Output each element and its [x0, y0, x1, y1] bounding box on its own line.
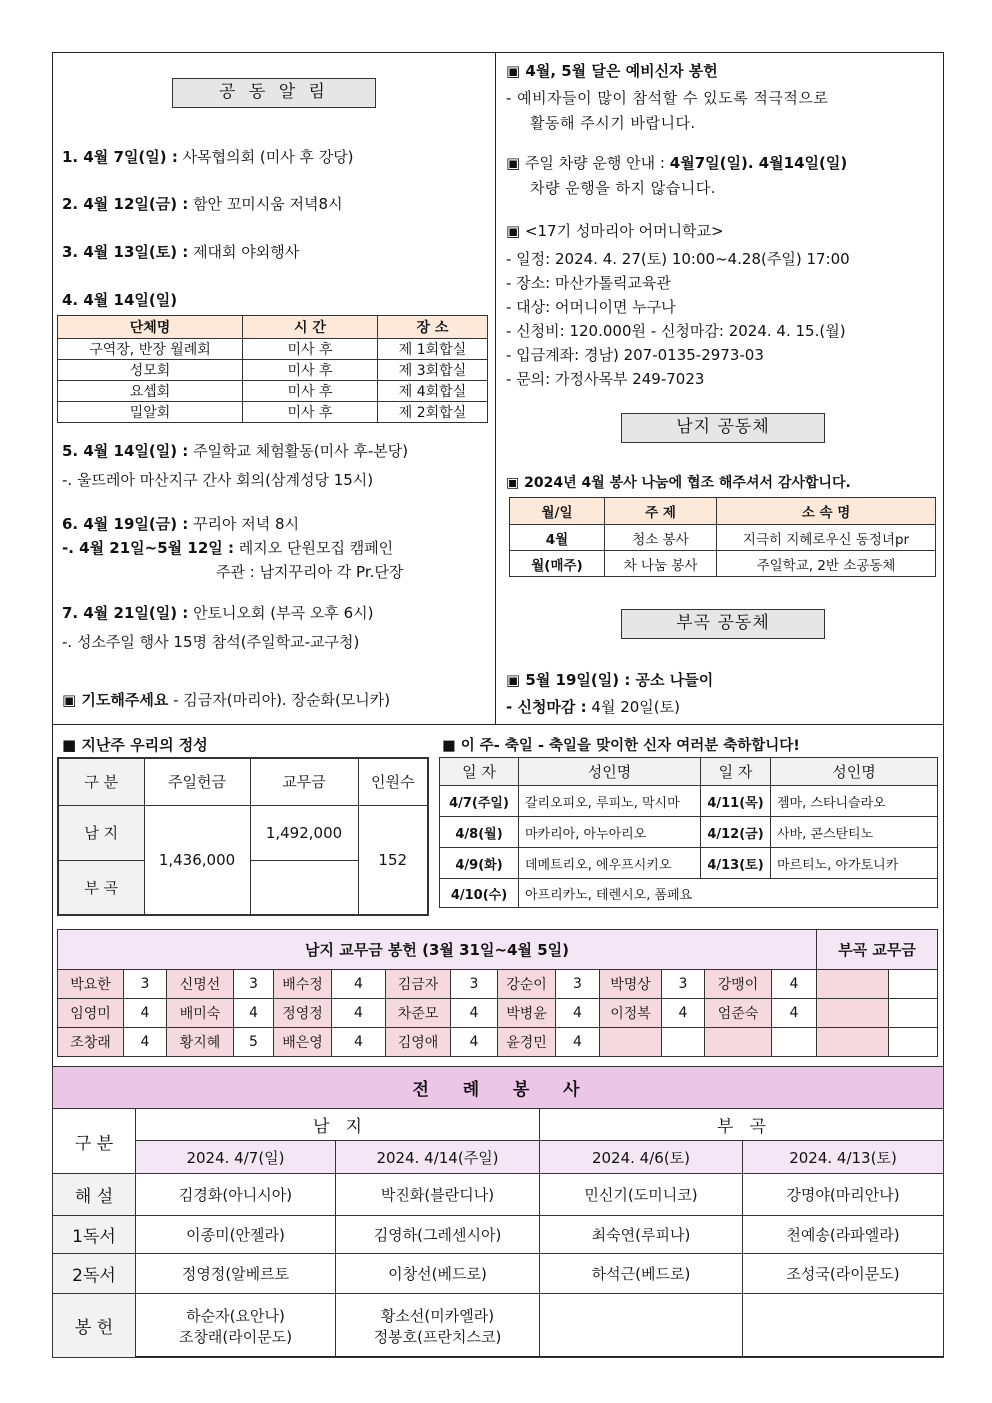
- liturgy-person: 하석근(베드로): [540, 1254, 743, 1294]
- table-cell: 미사 후: [243, 381, 378, 402]
- liturgy-person: 최숙연(루피나): [540, 1216, 743, 1254]
- feast-saints: 데메트리오, 에우프시키오: [519, 848, 701, 879]
- donor-name: 박명상: [600, 970, 662, 999]
- donor-name: 김금자: [386, 970, 451, 999]
- donor-count: 3: [234, 970, 274, 999]
- table-cell: 밀알회: [58, 402, 243, 423]
- feast-saints: 사바, 콘스탄티노: [771, 817, 938, 848]
- item-text: 함안 꼬미시움 저녁8시: [188, 195, 343, 213]
- donor-name: 박병윤: [498, 999, 556, 1028]
- donor-name: [600, 1028, 662, 1057]
- notice-item-3: [62, 241, 299, 262]
- mother-school-line: - 문의: 가정사목부 249-7023: [506, 370, 705, 388]
- mother-school-line: - 입금계좌: 경남) 207-0135-2973-03: [506, 346, 764, 364]
- col-header: 성인명: [519, 758, 701, 786]
- item-date: 4. 4월 14일(일): [62, 291, 178, 309]
- liturgy-person: 천예송(라파엘라): [743, 1216, 944, 1254]
- notice-item-2: [62, 193, 343, 214]
- donor-count: [772, 1028, 817, 1057]
- col-header: 월/일: [510, 498, 605, 525]
- donor-name: 강순이: [498, 970, 556, 999]
- donor-count: 4: [124, 999, 167, 1028]
- donor-name: 조창래: [58, 1028, 124, 1057]
- table-cell: 4월: [510, 525, 605, 551]
- liturgy-person: 김경화(아니시아): [136, 1174, 336, 1216]
- bugok-donor-count: [889, 1028, 938, 1057]
- donor-name: 임영미: [58, 999, 124, 1028]
- item-text: 주일학교 체험활동(미사 후-본당): [188, 442, 409, 460]
- donor-name: 배미숙: [167, 999, 234, 1028]
- liturgy-person: 이창선(베드로): [336, 1254, 540, 1294]
- catechumen-notice-line1: - 예비자들이 많이 참석할 수 있도록 적극적으로: [506, 89, 829, 107]
- feast-date: 4/12(금): [701, 817, 771, 848]
- donor-count: 4: [772, 999, 817, 1028]
- namji-community-title: 남지 공동체: [621, 413, 825, 443]
- donor-name: 엄준숙: [705, 999, 772, 1028]
- donor-count: 4: [556, 999, 600, 1028]
- notice-item-5-sub: -. 울뜨레아 마산지구 간사 회의(삼계성당 15시): [62, 471, 374, 489]
- donor-name: 배은영: [274, 1028, 332, 1057]
- feast-date: 4/13(토): [701, 848, 771, 879]
- liturgy-namji: 남 지: [136, 1109, 540, 1141]
- col-header: 성인명: [771, 758, 938, 786]
- donor-name: 차준모: [386, 999, 451, 1028]
- person-line: 정봉호(프란치스코): [373, 1327, 502, 1346]
- item-date: 1. 4월 7일(일) :: [62, 148, 178, 166]
- donor-name: 황지혜: [167, 1028, 234, 1057]
- liturgy-date: 2024. 4/13(토): [743, 1141, 944, 1174]
- donor-name: 박요한: [58, 970, 124, 999]
- feast-saints: 마카리아, 아누아리오: [519, 817, 701, 848]
- namji-thanks: ▣ 2024년 4월 봉사 나눔에 협조 해주셔서 감사합니다.: [506, 475, 851, 491]
- table-cell: 차 나눔 봉사: [605, 551, 717, 577]
- col-header: 일 자: [701, 758, 771, 786]
- bugok-donor-count: [889, 999, 938, 1028]
- notice-item-6: [62, 513, 299, 534]
- donor-count: 4: [332, 1028, 386, 1057]
- table-cell: 성모회: [58, 360, 243, 381]
- donor-count: 3: [451, 970, 498, 999]
- donor-count: 3: [556, 970, 600, 999]
- feast-date: 4/9(화): [440, 848, 519, 879]
- row-label-namji: 남 지: [58, 805, 144, 860]
- gyomu-bugok: [250, 860, 358, 915]
- liturgy-person: [136, 1294, 336, 1358]
- catechumen-notice-line2: 활동해 주시기 바랍니다.: [530, 114, 696, 132]
- deadline-head: - 신청마감 :: [506, 698, 587, 716]
- item-text: 레지오 단원모집 캠페인: [233, 539, 394, 557]
- feast-table: [439, 757, 938, 908]
- donor-count: 4: [332, 999, 386, 1028]
- feast-saints: 아프리카노, 테렌시오, 폼페요: [519, 879, 938, 908]
- donor-name: 김영애: [386, 1028, 451, 1057]
- donor-count: [662, 1028, 705, 1057]
- mother-school-title: ▣ <17기 성마리아 어머니학교>: [506, 222, 724, 240]
- donor-name: [705, 1028, 772, 1057]
- bugok-deadline: [506, 696, 680, 717]
- mother-school-line: - 장소: 마산가톨릭교육관: [506, 274, 671, 292]
- offering-table: [57, 757, 429, 916]
- table-cell: 요셉회: [58, 381, 243, 402]
- liturgy-date: 2024. 4/7(일): [136, 1141, 336, 1174]
- group-meeting-table: [57, 315, 488, 423]
- item-text: 안토니오회 (부곡 오후 6시): [188, 604, 374, 622]
- col-header: 단체명: [58, 316, 243, 339]
- feast-date: 4/11(목): [701, 786, 771, 817]
- col-header: 일 자: [440, 758, 519, 786]
- table-cell: 제 3회합실: [378, 360, 488, 381]
- item-text: 제대회 야외행사: [188, 243, 300, 261]
- liturgy-person: [743, 1294, 944, 1358]
- donor-count: 4: [234, 999, 274, 1028]
- donor-count: 4: [451, 1028, 498, 1057]
- liturgy-date: 2024. 4/6(토): [540, 1141, 743, 1174]
- table-cell: 미사 후: [243, 402, 378, 423]
- catechumen-notice-title: ▣ 4월, 5월 달은 예비신자 봉헌: [506, 62, 718, 80]
- feast-saints: 젬마, 스타니슬라오: [771, 786, 938, 817]
- vehicle-head: ▣ 주일 차량 운행 안내 :: [506, 154, 670, 172]
- table-cell: 지극히 지혜로우신 동정녀pr: [717, 525, 936, 551]
- table-cell: 주일학교, 2반 소공동체: [717, 551, 936, 577]
- liturgy-person: 정영정(알베르토: [136, 1254, 336, 1294]
- feast-saints: 마르티노, 아가토니카: [771, 848, 938, 879]
- row-label-bugok: 부 곡: [58, 860, 144, 915]
- liturgy-person: 이종미(안젤라): [136, 1216, 336, 1254]
- bugok-community-title: 부곡 공동체: [621, 609, 825, 639]
- table-cell: 미사 후: [243, 339, 378, 360]
- liturgy-person: [336, 1294, 540, 1358]
- bugok-gyomu-title: 부곡 교무금: [817, 930, 938, 970]
- prayer-head: ▣ 기도해주세요: [62, 691, 169, 709]
- donor-count: 4: [451, 999, 498, 1028]
- feast-saints: 갈리오피오, 루피노, 막시마: [519, 786, 701, 817]
- feast-date: 4/7(주일): [440, 786, 519, 817]
- notice-item-6-sub: [62, 537, 393, 558]
- notice-item-1: [62, 146, 354, 167]
- table-cell: 제 2회합실: [378, 402, 488, 423]
- liturgy-category: 구 분: [53, 1109, 136, 1174]
- notice-item-7: [62, 602, 374, 623]
- donor-count: 5: [234, 1028, 274, 1057]
- item-date: -. 4월 21일~5월 12일 :: [62, 539, 234, 557]
- liturgy-person: 박진화(블란디나): [336, 1174, 540, 1216]
- person-line: 하순자(요안나): [186, 1306, 285, 1325]
- mother-school-line: - 신청비: 120.000원 - 신청마감: 2024. 4. 15.(월): [506, 322, 846, 340]
- deadline-text: 4월 20일(토): [586, 698, 680, 716]
- prayer-text: - 김금자(마리아). 장순화(모니카): [168, 691, 391, 709]
- liturgy-person: [540, 1294, 743, 1358]
- bugok-donor-name: [817, 999, 889, 1028]
- liturgy-role: 봉 헌: [53, 1294, 136, 1358]
- col-header: 소 속 명: [717, 498, 936, 525]
- service-table: [509, 497, 936, 577]
- feast-title: ■ 이 주- 축일 - 축일을 맞이한 신자 여러분 축하합니다!: [442, 738, 800, 754]
- liturgy-date: 2024. 4/14(주일): [336, 1141, 540, 1174]
- col-header: 주 제: [605, 498, 717, 525]
- donor-count: 4: [332, 970, 386, 999]
- liturgy-person: 김영하(그레센시아): [336, 1216, 540, 1254]
- gyomu-namji: 1,492,000: [250, 805, 358, 860]
- mother-school-line: - 대상: 어머니이면 누구나: [506, 298, 676, 316]
- liturgy-role: 2독서: [53, 1254, 136, 1294]
- table-cell: 제 4회합실: [378, 381, 488, 402]
- col-header: 구 분: [58, 758, 144, 805]
- common-notice-title: 공 동 알 림: [172, 78, 376, 108]
- item-date: 3. 4월 13일(토) :: [62, 243, 189, 261]
- vehicle-notice-line2: 차량 운행을 하지 않습니다.: [530, 179, 716, 197]
- table-cell: 구역장, 반장 월례회: [58, 339, 243, 360]
- liturgy-person: 민신기(도미니코): [540, 1174, 743, 1216]
- item-date: 5. 4월 14일(일) :: [62, 442, 189, 460]
- vehicle-notice: [506, 152, 847, 173]
- sunday-offering: 1,436,000: [144, 805, 250, 915]
- col-header: 교무금: [250, 758, 358, 805]
- donor-count: 3: [124, 970, 167, 999]
- bugok-donor-name: [817, 1028, 889, 1057]
- donor-count: 4: [662, 999, 705, 1028]
- col-header: 주일헌금: [144, 758, 250, 805]
- donor-name: 윤경민: [498, 1028, 556, 1057]
- liturgy-person: 조성국(라이문도): [743, 1254, 944, 1294]
- bugok-outing: ▣ 5월 19일(일) : 공소 나들이: [506, 671, 714, 689]
- person-line: 황소선(미카엘라): [380, 1306, 495, 1325]
- bugok-donor-name: [817, 970, 889, 999]
- feast-date: 4/8(월): [440, 817, 519, 848]
- donor-count: 3: [662, 970, 705, 999]
- donor-name: 정영정: [274, 999, 332, 1028]
- notice-item-5: [62, 440, 408, 461]
- attendance-count: 152: [358, 805, 428, 915]
- donor-count: 4: [556, 1028, 600, 1057]
- vehicle-dates: 4월7일(일). 4월14일(일): [669, 154, 848, 172]
- liturgy-bugok: 부 곡: [540, 1109, 944, 1141]
- item-date: 6. 4월 19일(금) :: [62, 515, 189, 533]
- prayer-request: [62, 689, 390, 710]
- donor-name: 강맹이: [705, 970, 772, 999]
- offering-title: ■ 지난주 우리의 정성: [62, 736, 208, 754]
- item-text: 사목협의회 (미사 후 강당): [177, 148, 354, 166]
- col-header: 인원수: [358, 758, 428, 805]
- liturgy-role: 해 설: [53, 1174, 136, 1216]
- donor-count: 4: [124, 1028, 167, 1057]
- col-header: 시 간: [243, 316, 378, 339]
- donor-name: 신명선: [167, 970, 234, 999]
- liturgy-title: 전 례 봉 사: [53, 1067, 944, 1109]
- donor-name: 배수정: [274, 970, 332, 999]
- notice-item-6-sub2: 주관 : 남지꾸리아 각 Pr.단장: [216, 563, 404, 581]
- bugok-donor-count: [889, 970, 938, 999]
- mother-school-line: - 일정: 2024. 4. 27(토) 10:00~4.28(주일) 17:00: [506, 250, 850, 268]
- item-text: 꾸리아 저녁 8시: [188, 515, 300, 533]
- notice-item-4: [62, 289, 177, 310]
- liturgy-person: 강명야(마리안나): [743, 1174, 944, 1216]
- item-date: 2. 4월 12일(금) :: [62, 195, 189, 213]
- column-divider: [495, 52, 496, 724]
- table-cell: 제 1회합실: [378, 339, 488, 360]
- gyomu-table: [57, 929, 938, 1057]
- table-cell: 청소 봉사: [605, 525, 717, 551]
- table-cell: 미사 후: [243, 360, 378, 381]
- liturgy-table: [52, 1066, 944, 1358]
- section-divider: [52, 724, 944, 725]
- item-date: 7. 4월 21일(일) :: [62, 604, 189, 622]
- gyomu-title: 남지 교무금 봉헌 (3월 31일~4월 5일): [58, 930, 817, 970]
- notice-item-7-sub: -. 성소주일 행사 15명 참석(주일학교-교구청): [62, 633, 360, 651]
- liturgy-role: 1독서: [53, 1216, 136, 1254]
- table-cell: 월(매주): [510, 551, 605, 577]
- feast-date: 4/10(수): [440, 879, 519, 908]
- donor-name: 이정복: [600, 999, 662, 1028]
- donor-count: 4: [772, 970, 817, 999]
- person-line: 조창래(라이문도): [178, 1327, 293, 1346]
- col-header: 장 소: [378, 316, 488, 339]
